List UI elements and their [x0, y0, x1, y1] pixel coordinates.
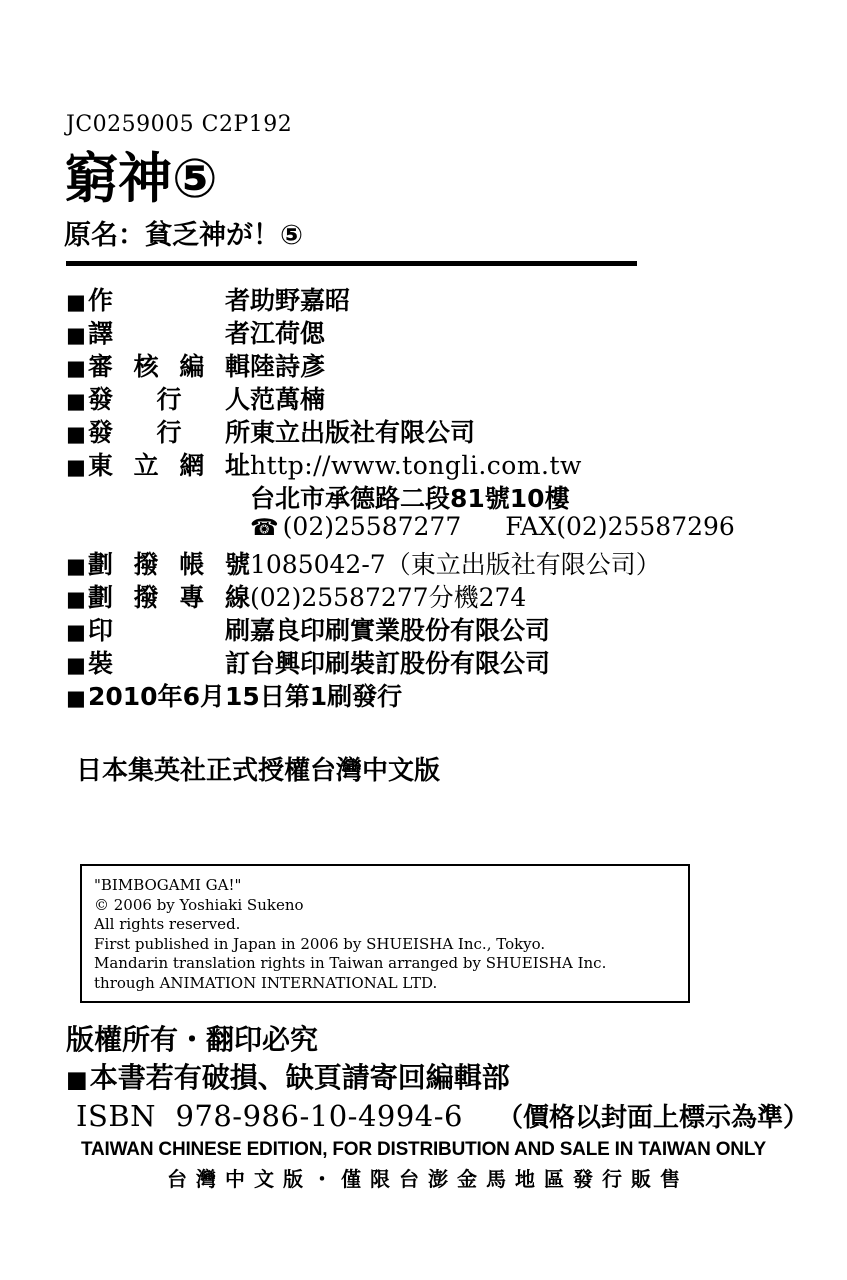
credit-label-postal-hotline: 劃 撥 專 線 [88, 583, 250, 612]
copyright-line-holder: © 2006 by Yoshiaki Sukeno [94, 895, 304, 914]
credit-value-editor: 陸詩彥 [250, 352, 326, 381]
credit-value-publish-date: 2010年6月15日第1刷發行 [88, 682, 403, 711]
credit-value-fax: FAX(02)25587296 [505, 512, 735, 541]
telephone-icon: ☎ [250, 515, 279, 541]
credit-value-postal-hotline: (02)25587277分機274 [250, 583, 527, 612]
credit-row-postal-hotline [66, 578, 786, 611]
square-bullet-icon: ■ [66, 422, 86, 446]
credit-label-translator: 譯 者 [88, 319, 250, 348]
credit-row-printing [66, 611, 786, 644]
credit-value-translator: 江荷偲 [250, 319, 326, 348]
original-title: 原名：貧乏神が！⑤ [64, 220, 303, 251]
square-bullet-icon: ■ [66, 587, 86, 611]
credit-value-website-url[interactable]: http://www.tongli.com.tw [250, 451, 582, 480]
license-statement: 日本集英社正式授權台灣中文版 [76, 756, 441, 786]
copyright-box [80, 864, 690, 1003]
credit-label-author: 作 者 [88, 286, 250, 315]
copyright-line-mandarin-rights: Mandarin translation rights in Taiwan arranged by SHUEISHA Inc. [94, 954, 607, 972]
credit-row-publish-date [66, 677, 786, 710]
square-bullet-icon: ■ [66, 653, 86, 677]
horizontal-rule [66, 261, 637, 266]
copyright-line-title: "BIMBOGAMI GA!" [94, 876, 242, 894]
isbn-value: ISBN 978-986-10-4994-6 [76, 1099, 463, 1133]
credit-value-printing: 嘉良印刷實業股份有限公司 [250, 616, 551, 645]
square-bullet-icon: ■ [66, 455, 86, 479]
credit-value-phone: (02)25587277 [282, 512, 462, 541]
credit-value-binding: 台興印刷裝訂股份有限公司 [250, 649, 551, 678]
square-bullet-icon: ■ [66, 620, 86, 644]
distribution-notice-en: TAIWAN CHINESE EDITION, FOR DISTRIBUTION AND SALE IN TAIWAN ONLY [81, 1139, 766, 1160]
credit-label-website: 東 立 網 址 [88, 451, 250, 480]
square-bullet-icon: ■ [66, 356, 86, 380]
credit-row-binding [66, 644, 786, 677]
credit-row-editor [66, 347, 786, 380]
credit-value-publisher-company: 東立出版社有限公司 [250, 418, 476, 447]
square-bullet-icon: ■ [66, 686, 86, 710]
credit-label-editor: 審 核 編 輯 [88, 352, 250, 381]
copyright-line-reserved: All rights reserved. [94, 915, 241, 933]
copyright-line-through-agency: through ANIMATION INTERNATIONAL LTD. [94, 973, 438, 992]
credit-row-publisher-person [66, 380, 786, 413]
credit-row-website [66, 446, 786, 479]
credit-row-translator [66, 314, 786, 347]
credit-label-publisher-company: 發 行 所 [88, 418, 250, 447]
damage-notice-row [66, 1056, 510, 1096]
credit-row-address [66, 479, 786, 512]
credit-label-publisher-person: 發 行 人 [88, 385, 250, 414]
rights-reserved-notice: 版權所有・翻印必究 [66, 1023, 319, 1056]
credit-label-binding: 裝 訂 [88, 649, 250, 678]
page-title: 窮神⑤ [64, 147, 218, 210]
credit-row-phone-fax [66, 512, 786, 545]
square-bullet-icon: ■ [66, 554, 86, 578]
credit-value-publisher-person: 范萬楠 [250, 385, 326, 414]
price-note: （價格以封面上標示為準） [497, 1103, 810, 1133]
square-bullet-icon: ■ [66, 389, 86, 413]
credit-label-printing: 印 刷 [88, 616, 250, 645]
credit-value-address: 台北市承德路二段81號10樓 [250, 484, 570, 513]
distribution-notice-zh: 台灣中文版・僅限台澎金馬地區發行販售 [167, 1167, 689, 1191]
credit-label-postal-account: 劃 撥 帳 號 [88, 550, 250, 579]
credit-row-postal-account [66, 545, 786, 578]
catalog-code: JC0259005 C2P192 [66, 112, 293, 137]
square-bullet-icon: ■ [66, 290, 86, 314]
credit-value-author: 助野嘉昭 [250, 286, 351, 315]
isbn-row [76, 1097, 816, 1134]
copyright-line-first-published: First published in Japan in 2006 by SHUEISHA Inc., Tokyo. [94, 934, 546, 953]
credit-row-publisher-company [66, 413, 786, 446]
square-bullet-icon: ■ [66, 1067, 88, 1093]
credits-table [66, 281, 786, 710]
credit-value-postal-account: 1085042-7（東立出版社有限公司） [250, 550, 661, 579]
damage-notice-text: 本書若有破損、缺頁請寄回編輯部 [89, 1061, 510, 1094]
credit-row-author [66, 281, 786, 314]
square-bullet-icon: ■ [66, 323, 86, 347]
